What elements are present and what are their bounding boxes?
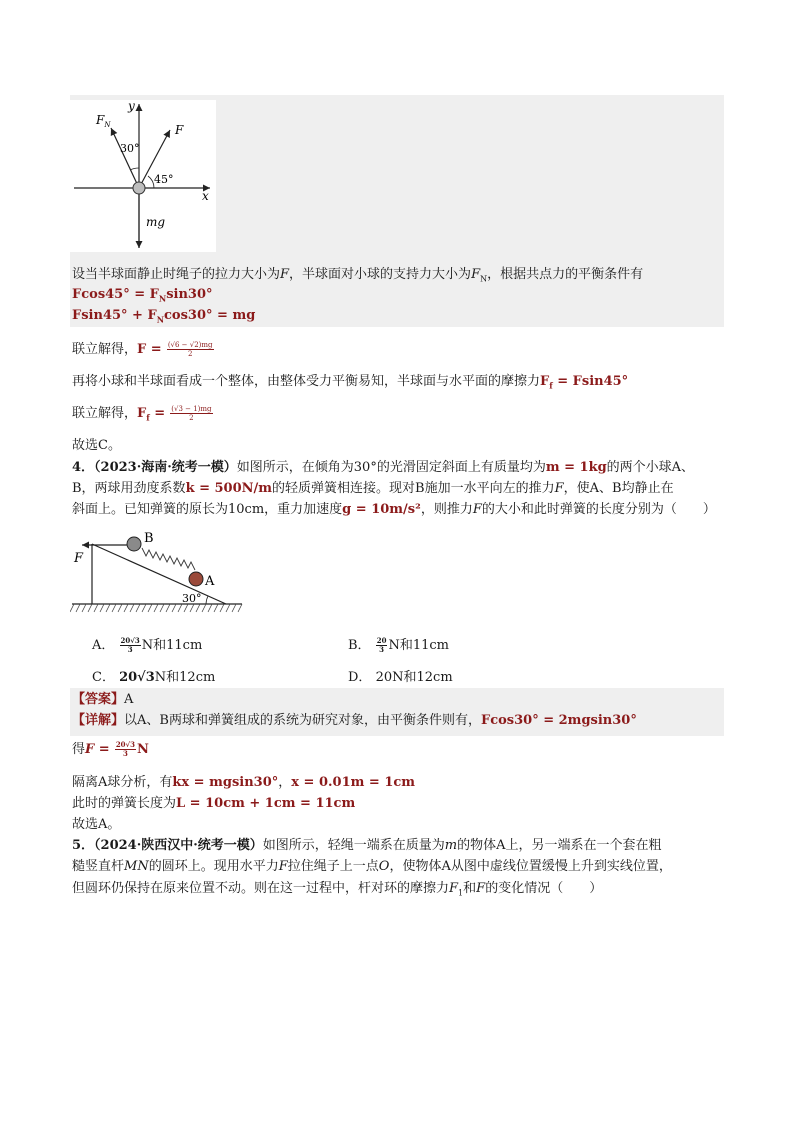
fig2-b-label: B [144, 531, 154, 546]
q4-option-a[interactable]: A． $\frac{20√3}{3}$ N和11cm [92, 636, 203, 654]
fig1-mg-label: mg [146, 215, 166, 229]
sol3-line1: 设当半球面静止时绳子的拉力大小为F，半球面对小球的支持力大小为$F_N$，根据共点力的平衡条件有 [72, 267, 644, 284]
incline-diagram [70, 528, 246, 616]
q4-option-c[interactable]: C． 20√3N和12cm [92, 670, 216, 685]
q4-length: 此时的弹簧长度为L = 10cm + 1cm = 11cm [72, 796, 356, 811]
q4-derive: 得F = $\frac{20√3}{3}$ N [72, 740, 149, 758]
fig1-angle-45: 45° [154, 173, 174, 186]
q4-choose: 故选A。 [72, 817, 121, 832]
sol3-choose: 故选C。 [72, 438, 121, 453]
q4-answer: 【答案】A [72, 692, 134, 707]
q4-line1: 4．（2023·海南·统考一模）如图所示，在倾角为30°的光滑固定斜面上有质量均为m = 1kg的两个小球A、 [72, 460, 695, 475]
fig1-y-label: y [128, 100, 135, 113]
q4-line3: 斜面上。已知弹簧的原长为10cm，重力加速度g = 10m/s²，则推力F的大小和此时弹簧的长度分别为（ ） [72, 502, 716, 517]
fig1-x-label: x [202, 189, 209, 203]
q4-detail: 【详解】以A、B两球和弹簧组成的系统为研究对象，由平衡条件则有，Fcos30° = 2mgsin30° [72, 713, 637, 728]
sol3-joint1: 联立解得，F = $\frac{(√6 - √2)mg}{2}$ [72, 341, 213, 358]
force-diagram [70, 100, 216, 252]
q5-line2: 糙竖直杆MN的圆环上。现用水平力F拉住绳子上一点O，使物体A从图中虚线位置缓慢上升到实线位置， [72, 859, 672, 874]
q4-option-b[interactable]: B． $\frac{20}{3}$ N和11cm [348, 636, 449, 654]
q4-option-d[interactable]: D． 20N和12cm [348, 670, 453, 685]
sol3-eq1: $Fcos45^\circ = F_N\sin 30^\circ$ [72, 287, 213, 304]
fig1-angle-30: 30° [120, 142, 140, 155]
sol3-eq2: $Fsin45^\circ + F_N\cos 30^\circ$ = mg [72, 308, 256, 325]
sol3-whole: 再将小球和半球面看成一个整体，由整体受力平衡易知，半球面与水平面的摩擦力$F_f = Fsin45^\circ$ [72, 374, 629, 391]
fig2-a-label: A [205, 574, 215, 589]
fig1-fn-label: $F_N$ [96, 113, 111, 129]
q4-line2: B，两球用劲度系数k = 500N/m的轻质弹簧相连接。现对B施加一水平向左的推力F，使A、B均静止在 [72, 481, 674, 496]
q5-line1: 5．（2024·陕西汉中·统考一模）如图所示，轻绳一端系在质量为m的物体A上，另一端系在一个套在粗 [72, 838, 662, 853]
fig1-f-label: F [175, 123, 184, 137]
sol3-joint2: 联立解得，$F_f$ = $\frac{(√3 - 1)mg}{2}$ [72, 405, 212, 423]
q5-line3: 但圆环仍保持在原来位置不动。则在这一过程中，杆对环的摩擦力$F_1$和F的变化情况（ ） [72, 881, 603, 898]
fig2-f-label: F [74, 551, 84, 566]
q4-isolate: 隔离A球分析，有kx = mgsin30°，x = 0.01m = 1cm [72, 775, 416, 790]
fig2-angle: 30° [182, 592, 202, 605]
